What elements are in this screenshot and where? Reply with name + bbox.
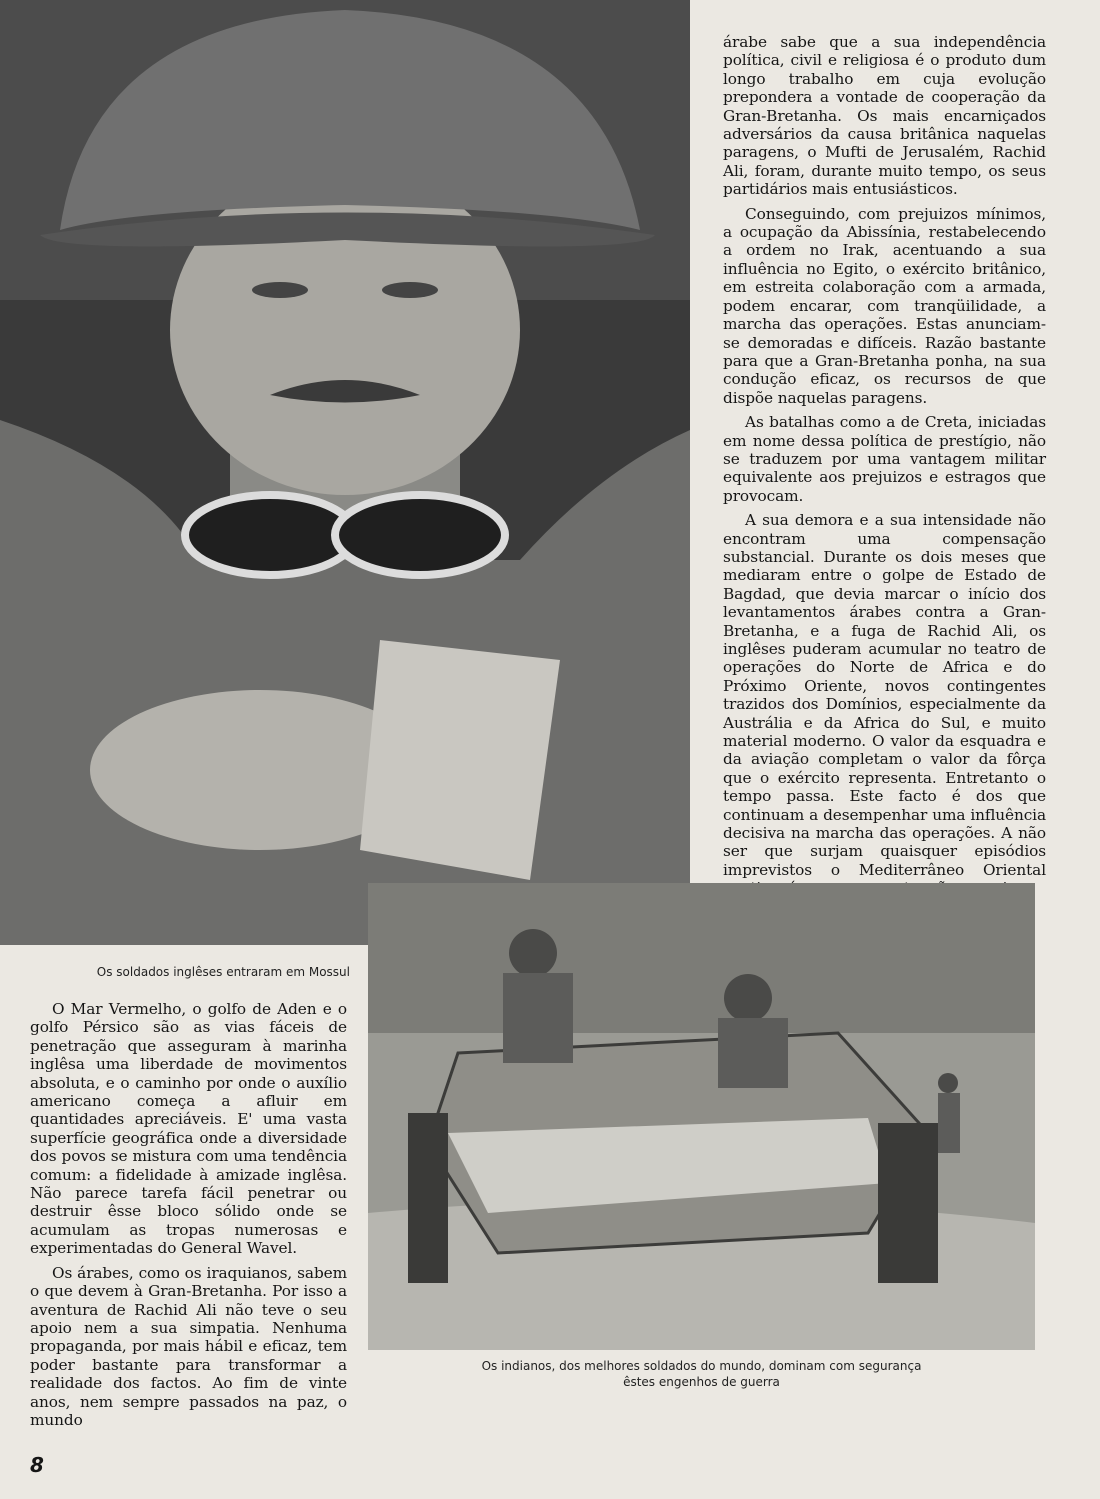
soldier-photo [0, 0, 690, 945]
soldier-illustration [0, 0, 690, 945]
paragraph: árabe sabe que a sua independência política, civil e religiosa é o produto dum longo trabalho em cuja evolução preponderа a vontade de cooperação da Gran-Bretanha. Os mais encarniçados adversários da causa britânica naquelas paragens, o Mufti de Jerusalém, Rachid Ali, foram, durante muito tempo, os seus partidários mais entusiásticos. [723, 33, 1046, 199]
paragraph: A sua demora e a sua intensidade não encontram uma compensação substancial. Durante os dois meses que mediaram entre o golpe de Estado de Bagdad, que devia marcar o início dos levantamentos árabes contra a Gran-Bretanha, e a fuga de Rachid Ali, os inglêses puderam acumular no teatro de operações do Norte de Africa e do Próximo Oriente, novos contingentes trazidos dos Domínios, especialmente da Austrália e da Africa do Sul, e muito material moderno. O valor da esquadra e da aviação completam o valor da fôrça que o exército representa. Entretanto o tempo passa. Este facto é dos que continuam a desempenhar uma influência decisiva na marcha das operações. A não ser que surjam quaisquer episódios imprevistos o Mediterrâneo Oriental [723, 511, 1046, 879]
caption-line: êstes engenhos de guerra [623, 1375, 780, 1389]
page-number: 8 [30, 1453, 44, 1477]
soldier-photo-caption: Os soldados inglêses entraram em Mossul [96, 965, 350, 979]
tank-illustration [368, 883, 1035, 1350]
right-text-column [723, 33, 1046, 904]
tank-photo [368, 883, 1035, 1350]
paragraph: As batalhas como a de Creta, iniciadas em nome dessa política de prestígio, não se traduzem por uma vantagem militar equivalente aos prejuizos e estragos que provocam. [723, 413, 1046, 505]
paragraph: O Mar Vermelho, o golfo de Aden e o golfo Pérsico são as vias fáceis de penetração que asseguram à marinha inglêsa uma liberdade de movimentos absoluta, e o caminho por onde o auxílio americano começa a afluir em quantidades apreciáveis. E' uma vasta superfície geográfica onde a diversidade dos povos se mistura com uma tendência comum: a fidelidade à amizade inglêsa. Não parece tarefa fácil penetrar ou destruir êsse bloco sólido onde se acumulam as tropas numerosas e experimentadas do General Wavel. [30, 1000, 347, 1258]
paragraph: Os árabes, como os iraquianos, sabem o que devem à Gran-Bretanha. Por isso a aventura de Rachid Ali não teve o seu apoio nem a sua simpatia. Nenhuma propaganda, por mais hábil e eficaz, tem poder bastante para transformar a realidade dos factos. Ao fim de vinte anos, nem sempre passados na paz, o mundo [30, 1263, 347, 1429]
tank-photo-caption [368, 1358, 1035, 1390]
left-text-column [30, 1000, 347, 1435]
caption-line: Os indianos, dos melhores soldados do mundo, dominam com segurança [481, 1359, 922, 1373]
paragraph: Conseguindo, com prejuizos mínimos, a ocupação da Abissínia, restabelecendo a ordem no Irak, acentuando a sua influência no Egito, o exército britânico, em estreita colaboração com a armada, podem encarar, com tranqüilidade, a marcha das operações. Estas anunciam-se demoradas e difíceis. Razão bastante para que a Gran-Bretanha ponha, na sua condução eficaz, os recursos de que dispõe naquelas paragens. [723, 204, 1046, 407]
